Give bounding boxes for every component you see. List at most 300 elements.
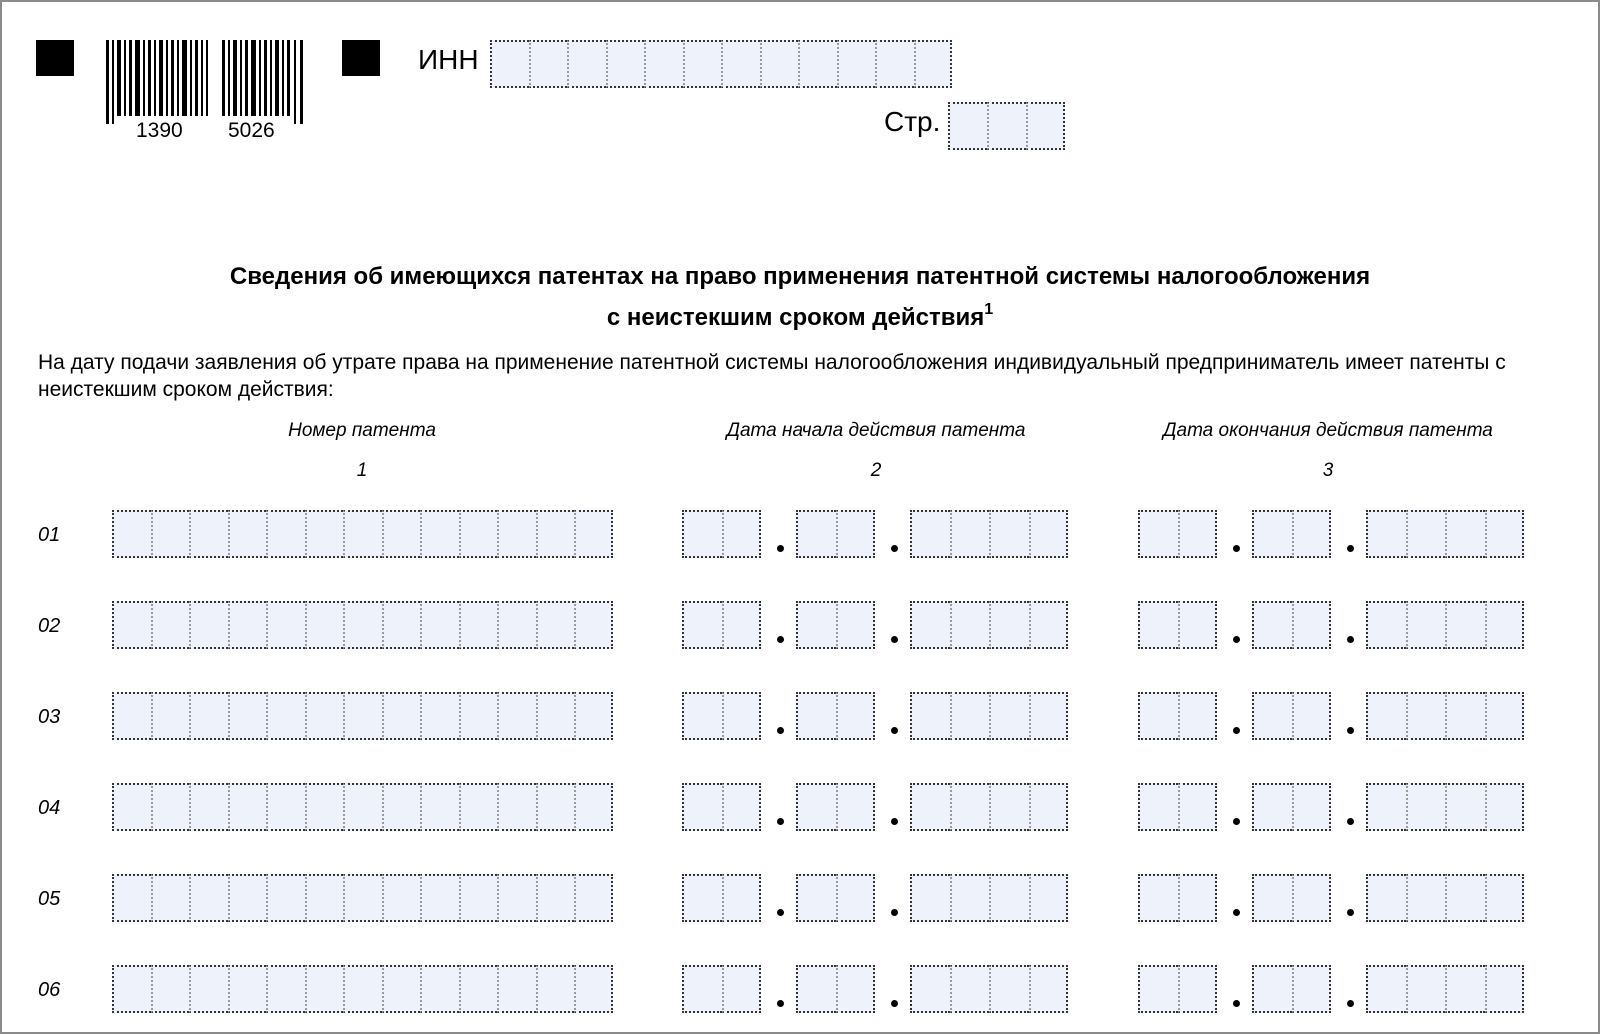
- char-cell[interactable]: [1029, 510, 1069, 558]
- char-cell[interactable]: [1029, 601, 1069, 649]
- barcode-bar: [166, 40, 168, 116]
- start-date-day-field[interactable]: [682, 874, 761, 922]
- char-cell[interactable]: [305, 601, 344, 649]
- char-cell[interactable]: [1445, 692, 1485, 740]
- char-cell[interactable]: [987, 102, 1026, 150]
- char-cell[interactable]: [420, 965, 459, 1013]
- char-cell[interactable]: [343, 692, 382, 740]
- char-cell[interactable]: [112, 965, 151, 1013]
- char-cell[interactable]: [1485, 510, 1525, 558]
- end-date-year-field[interactable]: [1366, 874, 1524, 922]
- char-cell[interactable]: [189, 783, 228, 831]
- char-cell[interactable]: [266, 783, 305, 831]
- char-cell[interactable]: [1485, 692, 1525, 740]
- start-date-year-field[interactable]: [910, 601, 1068, 649]
- char-cell[interactable]: [189, 874, 228, 922]
- char-cell[interactable]: [1252, 510, 1292, 558]
- barcode-bar: [300, 40, 303, 124]
- char-cell[interactable]: [1292, 692, 1332, 740]
- char-cell[interactable]: [796, 874, 836, 922]
- end-date-year-field[interactable]: [1366, 510, 1524, 558]
- char-cell[interactable]: [683, 40, 722, 88]
- char-cell[interactable]: [1138, 783, 1178, 831]
- char-cell[interactable]: [950, 783, 990, 831]
- barcode-bar: [182, 40, 187, 116]
- date-separator-dot: [777, 727, 784, 734]
- char-cell[interactable]: [459, 874, 498, 922]
- char-cell[interactable]: [1138, 874, 1178, 922]
- barcode-bar: [251, 40, 256, 116]
- date-separator-dot: [1347, 727, 1354, 734]
- char-cell[interactable]: [497, 783, 536, 831]
- char-cell[interactable]: [382, 692, 421, 740]
- barcode: [106, 40, 310, 124]
- barcode-bar: [282, 40, 284, 116]
- char-cell[interactable]: [305, 783, 344, 831]
- end-date-month-field[interactable]: [1252, 692, 1331, 740]
- char-cell[interactable]: [910, 874, 950, 922]
- char-cell[interactable]: [151, 874, 190, 922]
- char-cell[interactable]: [228, 510, 267, 558]
- char-cell[interactable]: [950, 874, 990, 922]
- barcode-bar: [287, 40, 290, 116]
- date-separator-dot: [1347, 636, 1354, 643]
- char-cell[interactable]: [343, 965, 382, 1013]
- char-cell[interactable]: [228, 692, 267, 740]
- char-cell[interactable]: [382, 965, 421, 1013]
- char-cell[interactable]: [1406, 965, 1446, 1013]
- date-separator-dot: [777, 818, 784, 825]
- barcode-bar: [143, 40, 145, 116]
- char-cell[interactable]: [682, 965, 722, 1013]
- barcode-bar: [201, 40, 203, 116]
- date-separator-dot: [1347, 1000, 1354, 1007]
- char-cell[interactable]: [1485, 601, 1525, 649]
- date-separator-dot: [891, 636, 898, 643]
- char-cell[interactable]: [1406, 510, 1446, 558]
- char-cell[interactable]: [1178, 874, 1218, 922]
- date-separator-dot: [891, 909, 898, 916]
- start-date-year-field[interactable]: [910, 692, 1068, 740]
- barcode-bar: [154, 40, 156, 116]
- char-cell[interactable]: [1029, 874, 1069, 922]
- char-cell[interactable]: [1292, 601, 1332, 649]
- char-cell[interactable]: [836, 692, 876, 740]
- char-cell[interactable]: [343, 601, 382, 649]
- barcode-bar: [240, 40, 242, 116]
- char-cell[interactable]: [1366, 692, 1406, 740]
- row-number: 03: [38, 706, 61, 728]
- end-date-day-field[interactable]: [1138, 965, 1217, 1013]
- char-cell[interactable]: [989, 965, 1029, 1013]
- char-cell[interactable]: [875, 40, 914, 88]
- char-cell[interactable]: [1406, 692, 1446, 740]
- char-cell[interactable]: [1252, 965, 1292, 1013]
- intro-text: На дату подачи заявления об утрате права на применение патентной системы налогообложения индивидуальный предприниматель имеет патенты с неистекшим сроком действия:: [38, 351, 1506, 401]
- char-cell[interactable]: [189, 510, 228, 558]
- char-cell[interactable]: [574, 965, 613, 1013]
- char-cell[interactable]: [836, 783, 876, 831]
- char-cell[interactable]: [1445, 510, 1485, 558]
- char-cell[interactable]: [721, 40, 760, 88]
- char-cell[interactable]: [1485, 783, 1525, 831]
- barcode-bar: [245, 40, 248, 116]
- start-date-year-field[interactable]: [910, 783, 1068, 831]
- char-cell[interactable]: [1178, 510, 1218, 558]
- char-cell[interactable]: [266, 510, 305, 558]
- char-cell[interactable]: [1029, 783, 1069, 831]
- char-cell[interactable]: [151, 601, 190, 649]
- char-cell[interactable]: [343, 510, 382, 558]
- column-number-1: 1: [356, 460, 368, 481]
- char-cell[interactable]: [228, 601, 267, 649]
- char-cell[interactable]: [1138, 965, 1178, 1013]
- char-cell[interactable]: [189, 965, 228, 1013]
- start-date-day-field[interactable]: [682, 601, 761, 649]
- start-date-year-field[interactable]: [910, 510, 1068, 558]
- char-cell[interactable]: [989, 783, 1029, 831]
- date-separator-dot: [1233, 636, 1240, 643]
- char-cell[interactable]: [112, 692, 151, 740]
- start-date-month-field[interactable]: [796, 510, 875, 558]
- char-cell[interactable]: [950, 965, 990, 1013]
- char-cell[interactable]: [1406, 874, 1446, 922]
- char-cell[interactable]: [910, 601, 950, 649]
- char-cell[interactable]: [837, 40, 876, 88]
- char-cell[interactable]: [459, 601, 498, 649]
- date-separator-dot: [1347, 545, 1354, 552]
- char-cell[interactable]: [1445, 783, 1485, 831]
- char-cell[interactable]: [420, 783, 459, 831]
- char-cell[interactable]: [989, 601, 1029, 649]
- char-cell[interactable]: [1406, 601, 1446, 649]
- char-cell[interactable]: [112, 601, 151, 649]
- char-cell[interactable]: [536, 783, 575, 831]
- start-date-month-field[interactable]: [796, 965, 875, 1013]
- date-separator-dot: [1233, 727, 1240, 734]
- char-cell[interactable]: [382, 874, 421, 922]
- start-date-day-field[interactable]: [682, 692, 761, 740]
- char-cell[interactable]: [459, 965, 498, 1013]
- char-cell[interactable]: [989, 692, 1029, 740]
- char-cell[interactable]: [836, 601, 876, 649]
- char-cell[interactable]: [722, 874, 762, 922]
- char-cell[interactable]: [910, 965, 950, 1013]
- char-cell[interactable]: [1366, 965, 1406, 1013]
- end-date-day-field[interactable]: [1138, 692, 1217, 740]
- end-date-day-field[interactable]: [1138, 510, 1217, 558]
- title-line-2: [2, 294, 1598, 335]
- char-cell[interactable]: [536, 601, 575, 649]
- char-cell[interactable]: [536, 510, 575, 558]
- start-date-month-field[interactable]: [796, 783, 875, 831]
- end-date-year-field[interactable]: [1366, 692, 1524, 740]
- char-cell[interactable]: [644, 40, 683, 88]
- char-cell[interactable]: [1292, 965, 1332, 1013]
- char-cell[interactable]: [950, 692, 990, 740]
- char-cell[interactable]: [305, 874, 344, 922]
- patent-number-field[interactable]: [112, 601, 613, 649]
- char-cell[interactable]: [1366, 510, 1406, 558]
- char-cell[interactable]: [1485, 874, 1525, 922]
- char-cell[interactable]: [1178, 692, 1218, 740]
- char-cell[interactable]: [950, 601, 990, 649]
- char-cell[interactable]: [228, 783, 267, 831]
- footnote-reference: 1: [984, 301, 994, 318]
- row-number: 02: [38, 615, 61, 637]
- date-separator-dot: [1233, 909, 1240, 916]
- char-cell[interactable]: [1406, 783, 1446, 831]
- barcode-bar: [106, 40, 109, 124]
- char-cell[interactable]: [796, 601, 836, 649]
- end-date-month-field[interactable]: [1252, 874, 1331, 922]
- start-date-day-field[interactable]: [682, 965, 761, 1013]
- char-cell[interactable]: [989, 874, 1029, 922]
- char-cell[interactable]: [1252, 874, 1292, 922]
- char-cell[interactable]: [112, 783, 151, 831]
- char-cell[interactable]: [305, 965, 344, 1013]
- barcode-bar: [275, 40, 279, 116]
- end-date-month-field[interactable]: [1252, 510, 1331, 558]
- char-cell[interactable]: [836, 510, 876, 558]
- barcode-bar: [195, 40, 198, 116]
- start-date-month-field[interactable]: [796, 692, 875, 740]
- row-number: 01: [38, 524, 61, 546]
- barcode-bar: [177, 40, 179, 116]
- char-cell[interactable]: [1026, 102, 1065, 150]
- char-cell[interactable]: [1292, 783, 1332, 831]
- date-separator-dot: [891, 1000, 898, 1007]
- char-cell[interactable]: [266, 692, 305, 740]
- char-cell[interactable]: [228, 965, 267, 1013]
- char-cell[interactable]: [989, 510, 1029, 558]
- end-date-year-field[interactable]: [1366, 601, 1524, 649]
- char-cell[interactable]: [682, 692, 722, 740]
- char-cell[interactable]: [574, 692, 613, 740]
- char-cell[interactable]: [574, 874, 613, 922]
- char-cell[interactable]: [420, 874, 459, 922]
- column-header-start-date: Дата начала действия патента: [726, 420, 1026, 441]
- barcode-bar: [222, 40, 225, 116]
- char-cell[interactable]: [798, 40, 837, 88]
- char-cell[interactable]: [796, 692, 836, 740]
- patent-number-field[interactable]: [112, 783, 613, 831]
- char-cell[interactable]: [567, 40, 606, 88]
- date-separator-dot: [891, 727, 898, 734]
- char-cell[interactable]: [189, 601, 228, 649]
- char-cell[interactable]: [420, 692, 459, 740]
- char-cell[interactable]: [529, 40, 568, 88]
- char-cell[interactable]: [228, 874, 267, 922]
- column-number-2: 2: [870, 460, 882, 481]
- char-cell[interactable]: [682, 874, 722, 922]
- title-line-2-text: с неистекшим сроком действия: [606, 304, 985, 331]
- char-cell[interactable]: [343, 874, 382, 922]
- char-cell[interactable]: [1178, 783, 1218, 831]
- char-cell[interactable]: [796, 965, 836, 1013]
- barcode-bar: [117, 40, 121, 116]
- char-cell[interactable]: [910, 783, 950, 831]
- char-cell[interactable]: [1292, 510, 1332, 558]
- end-date-day-field[interactable]: [1138, 783, 1217, 831]
- char-cell[interactable]: [914, 40, 953, 88]
- end-date-day-field[interactable]: [1138, 874, 1217, 922]
- char-cell[interactable]: [420, 601, 459, 649]
- char-cell[interactable]: [760, 40, 799, 88]
- char-cell[interactable]: [574, 783, 613, 831]
- char-cell[interactable]: [1138, 692, 1178, 740]
- start-date-day-field[interactable]: [682, 510, 761, 558]
- char-cell[interactable]: [490, 40, 529, 88]
- char-cell[interactable]: [497, 965, 536, 1013]
- char-cell[interactable]: [382, 783, 421, 831]
- page-label: Стр.: [884, 106, 941, 137]
- char-cell[interactable]: [722, 601, 762, 649]
- char-cell[interactable]: [682, 601, 722, 649]
- char-cell[interactable]: [151, 510, 190, 558]
- start-date-month-field[interactable]: [796, 874, 875, 922]
- char-cell[interactable]: [266, 874, 305, 922]
- date-separator-dot: [1347, 909, 1354, 916]
- page-title: [2, 259, 1598, 335]
- char-cell[interactable]: [1138, 601, 1178, 649]
- column-header-end-date: Дата окончания действия патента: [1163, 420, 1493, 441]
- row-number: 05: [38, 888, 61, 910]
- char-cell[interactable]: [950, 510, 990, 558]
- char-cell[interactable]: [1252, 783, 1292, 831]
- date-separator-dot: [1347, 818, 1354, 825]
- char-cell[interactable]: [836, 965, 876, 1013]
- start-date-day-field[interactable]: [682, 783, 761, 831]
- char-cell[interactable]: [459, 783, 498, 831]
- char-cell[interactable]: [1029, 692, 1069, 740]
- patent-number-field[interactable]: [112, 874, 613, 922]
- char-cell[interactable]: [1138, 510, 1178, 558]
- char-cell[interactable]: [459, 692, 498, 740]
- char-cell[interactable]: [536, 965, 575, 1013]
- char-cell[interactable]: [151, 965, 190, 1013]
- char-cell[interactable]: [1252, 692, 1292, 740]
- char-cell[interactable]: [382, 601, 421, 649]
- char-cell[interactable]: [266, 601, 305, 649]
- char-cell[interactable]: [497, 692, 536, 740]
- char-cell[interactable]: [151, 783, 190, 831]
- char-cell[interactable]: [1178, 601, 1218, 649]
- char-cell[interactable]: [497, 601, 536, 649]
- char-cell[interactable]: [382, 510, 421, 558]
- barcode-bar: [171, 40, 174, 116]
- char-cell[interactable]: [305, 692, 344, 740]
- char-cell[interactable]: [1366, 874, 1406, 922]
- char-cell[interactable]: [574, 510, 613, 558]
- char-cell[interactable]: [497, 510, 536, 558]
- char-cell[interactable]: [151, 692, 190, 740]
- char-cell[interactable]: [910, 510, 950, 558]
- char-cell[interactable]: [420, 510, 459, 558]
- patent-number-field[interactable]: [112, 510, 613, 558]
- char-cell[interactable]: [722, 692, 762, 740]
- char-cell[interactable]: [1252, 601, 1292, 649]
- barcode-number-left: 1390: [136, 119, 183, 142]
- char-cell[interactable]: [910, 692, 950, 740]
- patent-number-field[interactable]: [112, 965, 613, 1013]
- corner-marker-right: [342, 40, 380, 76]
- date-separator-dot: [1233, 818, 1240, 825]
- char-cell[interactable]: [1029, 965, 1069, 1013]
- char-cell[interactable]: [574, 601, 613, 649]
- char-cell[interactable]: [189, 692, 228, 740]
- char-cell[interactable]: [112, 510, 151, 558]
- char-cell[interactable]: [266, 965, 305, 1013]
- char-cell[interactable]: [459, 510, 498, 558]
- column-number-3: 3: [1322, 460, 1334, 481]
- start-date-year-field[interactable]: [910, 965, 1068, 1013]
- barcode-bar: [233, 40, 237, 116]
- date-separator-dot: [891, 545, 898, 552]
- barcode-bar: [228, 40, 230, 116]
- end-date-month-field[interactable]: [1252, 965, 1331, 1013]
- char-cell[interactable]: [536, 874, 575, 922]
- char-cell[interactable]: [1178, 965, 1218, 1013]
- char-cell[interactable]: [497, 874, 536, 922]
- start-date-month-field[interactable]: [796, 601, 875, 649]
- start-date-year-field[interactable]: [910, 874, 1068, 922]
- char-cell[interactable]: [722, 965, 762, 1013]
- char-cell[interactable]: [836, 874, 876, 922]
- end-date-month-field[interactable]: [1252, 783, 1331, 831]
- date-separator-dot: [891, 818, 898, 825]
- inn-field[interactable]: [490, 40, 952, 88]
- column-header-patent-number: Номер патента: [288, 420, 436, 441]
- patent-number-field[interactable]: [112, 692, 613, 740]
- char-cell[interactable]: [1366, 601, 1406, 649]
- char-cell[interactable]: [343, 783, 382, 831]
- char-cell[interactable]: [722, 783, 762, 831]
- barcode-bar: [259, 40, 261, 116]
- char-cell[interactable]: [1445, 601, 1485, 649]
- barcode-bar: [148, 40, 151, 116]
- char-cell[interactable]: [1445, 874, 1485, 922]
- char-cell[interactable]: [796, 783, 836, 831]
- char-cell[interactable]: [1485, 965, 1525, 1013]
- char-cell[interactable]: [305, 510, 344, 558]
- barcode-bar: [190, 40, 192, 116]
- end-date-year-field[interactable]: [1366, 965, 1524, 1013]
- char-cell[interactable]: [606, 40, 645, 88]
- char-cell[interactable]: [796, 510, 836, 558]
- corner-marker-left: [36, 40, 74, 76]
- date-separator-dot: [777, 545, 784, 552]
- title-line-1: Сведения об имеющихся патентах на право применения патентной системы налогообложения: [229, 263, 1371, 290]
- date-separator-dot: [777, 636, 784, 643]
- char-cell[interactable]: [948, 102, 987, 150]
- char-cell[interactable]: [1445, 965, 1485, 1013]
- end-date-year-field[interactable]: [1366, 783, 1524, 831]
- char-cell[interactable]: [722, 510, 762, 558]
- row-number: 04: [38, 797, 61, 819]
- end-date-day-field[interactable]: [1138, 601, 1217, 649]
- inn-label: ИНН: [418, 44, 479, 75]
- char-cell[interactable]: [1366, 783, 1406, 831]
- char-cell[interactable]: [112, 874, 151, 922]
- char-cell[interactable]: [1292, 874, 1332, 922]
- page-number-field[interactable]: [948, 102, 1065, 150]
- end-date-month-field[interactable]: [1252, 601, 1331, 649]
- barcode-bar: [129, 40, 132, 116]
- char-cell[interactable]: [682, 510, 722, 558]
- char-cell[interactable]: [536, 692, 575, 740]
- char-cell[interactable]: [682, 783, 722, 831]
